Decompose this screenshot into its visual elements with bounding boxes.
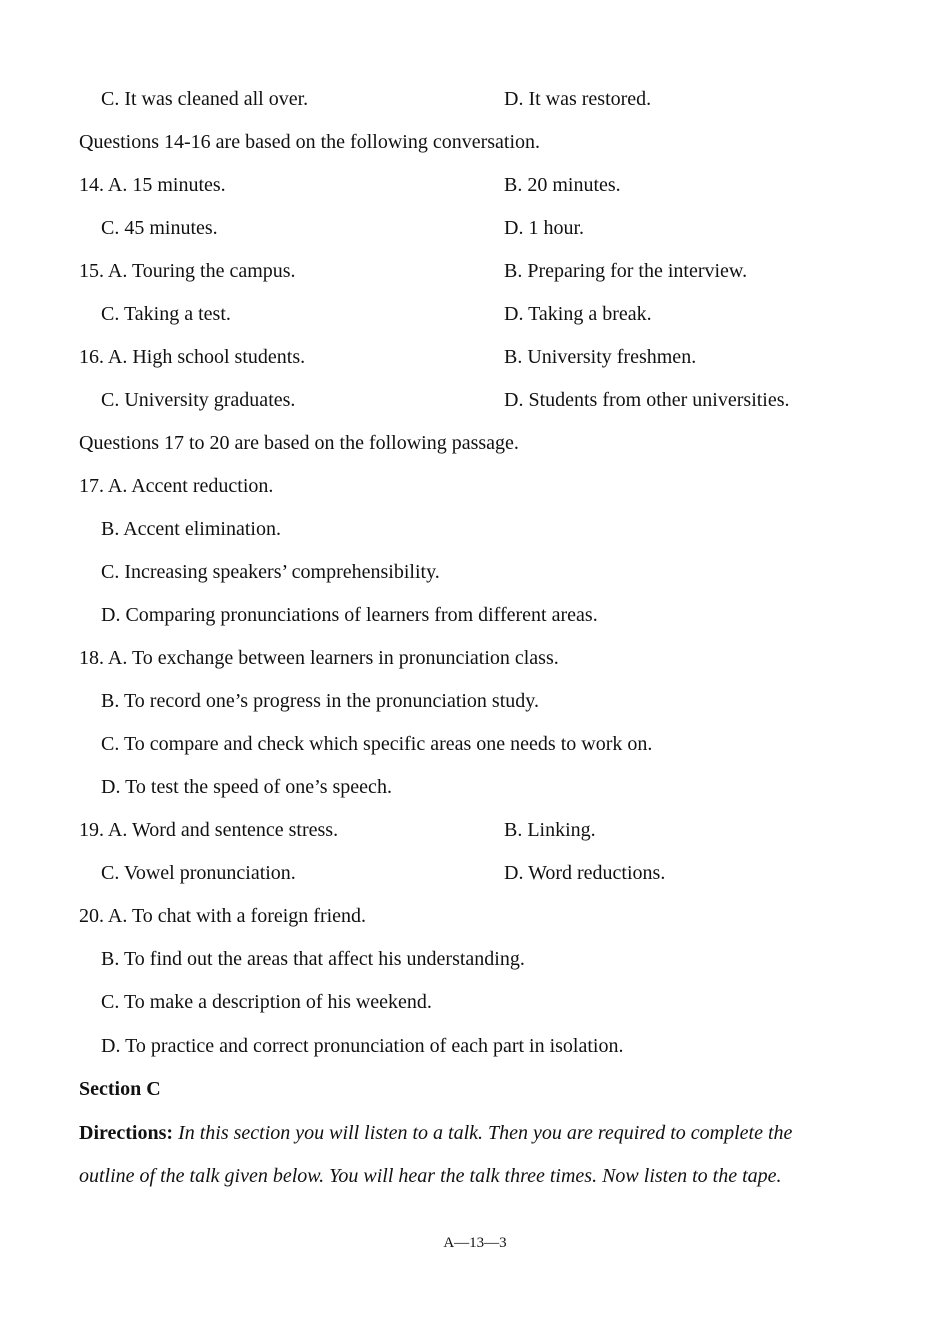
q16-option-a: 16. A. High school students. <box>79 346 306 368</box>
q15-option-a: 15. A. Touring the campus. <box>79 260 296 282</box>
q20-option-c: C. To make a description of his weekend. <box>101 991 432 1013</box>
intro-text: Questions 14-16 are based on the following conversation. <box>79 131 541 153</box>
q20-option-a: 20. A. To chat with a foreign friend. <box>79 905 367 927</box>
q13-option-d: D. It was restored. <box>504 88 652 110</box>
q19-option-a: 19. A. Word and sentence stress. <box>79 819 339 841</box>
q15-option-c: C. Taking a test. <box>101 303 231 325</box>
q19-option-c: C. Vowel pronunciation. <box>101 862 296 884</box>
q17-option-b: B. Accent elimination. <box>101 518 281 540</box>
q17-option-c: C. Increasing speakers’ comprehensibility. <box>101 561 440 583</box>
q14-option-b: B. 20 minutes. <box>504 174 621 196</box>
q16-option-d: D. Students from other universities. <box>504 389 790 411</box>
q19-option-b: B. Linking. <box>504 819 596 841</box>
q13-option-c: C. It was cleaned all over. <box>101 88 309 110</box>
q16-option-c: C. University graduates. <box>101 389 296 411</box>
q17-option-a: 17. A. Accent reduction. <box>79 475 274 497</box>
directions-label: Directions: <box>79 1122 174 1144</box>
q19-option-d: D. Word reductions. <box>504 862 666 884</box>
q18-option-a: 18. A. To exchange between learners in pronunciation class. <box>79 647 559 669</box>
directions-body-2: outline of the talk given below. You will hear the talk three times. Now listen to the tape. <box>79 1165 782 1187</box>
q14-option-d: D. 1 hour. <box>504 217 584 239</box>
q17-option-d: D. Comparing pronunciations of learners from different areas. <box>101 604 598 626</box>
section-heading: Section C <box>79 1078 161 1100</box>
q20-option-d: D. To practice and correct pronunciation of each part in isolation. <box>101 1035 624 1057</box>
page-number: A—13—3 <box>443 1235 507 1251</box>
directions-text <box>79 1118 792 1148</box>
q14-option-c: C. 45 minutes. <box>101 217 218 239</box>
q14-option-a: 14. A. 15 minutes. <box>79 174 226 196</box>
intro-text: Questions 17 to 20 are based on the following passage. <box>79 432 519 454</box>
q20-option-b: B. To find out the areas that affect his understanding. <box>101 948 525 970</box>
q15-option-d: D. Taking a break. <box>504 303 652 325</box>
q18-option-d: D. To test the speed of one’s speech. <box>101 776 392 798</box>
q16-option-b: B. University freshmen. <box>504 346 697 368</box>
directions-body-1: In this section you will listen to a talk. Then you are required to complete the <box>178 1122 793 1144</box>
q18-option-c: C. To compare and check which specific areas one needs to work on. <box>101 733 653 755</box>
q15-option-b: B. Preparing for the interview. <box>504 260 748 282</box>
q18-option-b: B. To record one’s progress in the pronunciation study. <box>101 690 539 712</box>
